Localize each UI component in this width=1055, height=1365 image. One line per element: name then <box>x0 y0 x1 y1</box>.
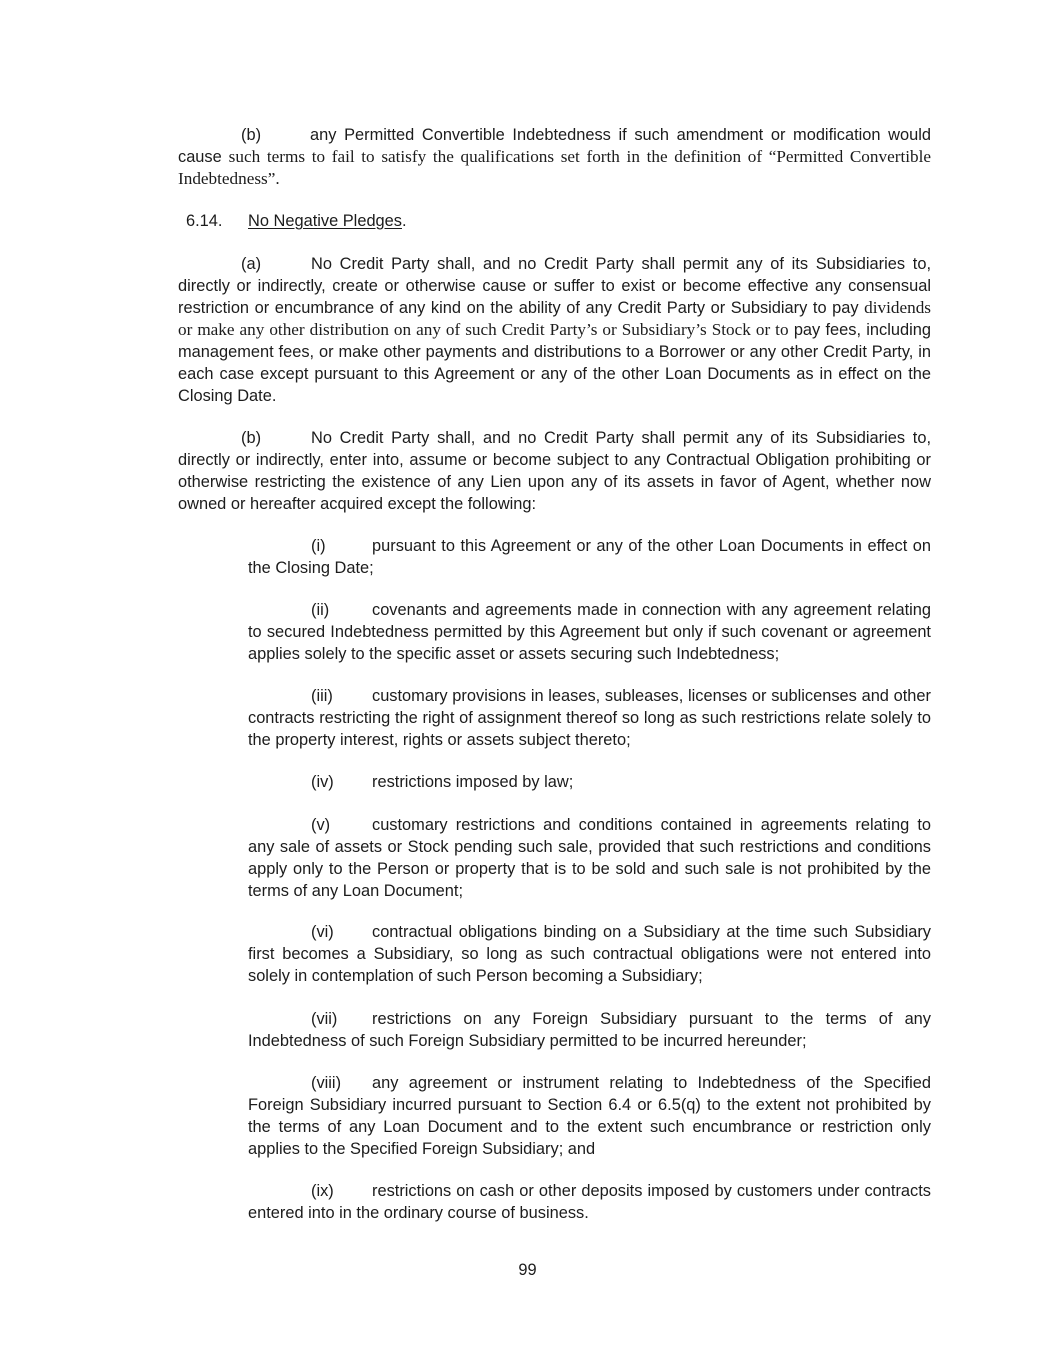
paragraph-label: (b) <box>241 429 262 447</box>
list-item <box>248 599 931 665</box>
list-item <box>248 1180 931 1224</box>
list-item-text: restrictions on any Foreign Subsidiary pursuant to the terms of any Indebtedness of such Foreign Subsidiary permitted to be incurred hereunder; <box>248 1010 931 1050</box>
list-item <box>248 535 931 579</box>
paragraph-text-serif: such terms to fail to satisfy the qualifications set forth in the definition of “Permitted Convertible Indebtedness”. <box>178 147 931 188</box>
section-title-period: . <box>401 212 407 230</box>
list-item-text: customary restrictions and conditions contained in agreements relating to any sale of assets or Stock pending such sale, provided that such restrictions and conditions apply only to the Person or property that is to be sold and such sale is not prohibited by the terms of any Loan Document; <box>248 816 931 900</box>
paragraph-label: (b) <box>241 126 262 144</box>
paragraph-text: No Credit Party shall, and no Credit Party shall permit any of its Subsidiaries to, directly or indirectly, create or otherwise cause or suffer to exist or become effective any consensual restriction or encumbrance of any kind on the ability of any Credit Party or Subsidiary to pay <box>178 255 931 317</box>
list-item-label: (vi) <box>311 923 334 941</box>
list-item-label: (ix) <box>311 1182 334 1200</box>
section-heading <box>186 210 407 232</box>
section-number: 6.14. <box>186 212 223 230</box>
list-item-text: restrictions imposed by law; <box>372 773 574 791</box>
paragraph-text: No Credit Party shall, and no Credit Party shall permit any of its Subsidiaries to, directly or indirectly, enter into, assume or become subject to any Contractual Obligation prohibiting or otherwise restricting the existence of any Lien upon any of its assets in favor of Agent, whether now owned or hereafter acquired except the following: <box>178 429 931 513</box>
paragraph-label: (a) <box>241 255 262 273</box>
list-item-label: (ii) <box>311 601 330 619</box>
list-item-label: (v) <box>311 816 331 834</box>
list-item <box>248 685 931 751</box>
list-item-label: (i) <box>311 537 326 555</box>
list-item <box>248 921 931 987</box>
paragraph-a <box>178 253 931 407</box>
list-item <box>248 814 931 902</box>
list-item-text: any agreement or instrument relating to Indebtedness of the Specified Foreign Subsidiary incurred pursuant to Section 6.4 or 6.5(q) to the extent not prohibited by the terms of any Loan Document and to the extent such encumbrance or restriction only applies to the Specified Foreign Subsidiary; and <box>248 1074 931 1158</box>
list-item-label: (viii) <box>311 1074 342 1092</box>
list-item-label: (iii) <box>311 687 333 705</box>
list-item-label: (iv) <box>311 773 334 791</box>
list-item-label: (vii) <box>311 1010 338 1028</box>
list-item <box>248 771 931 793</box>
list-item-text: customary provisions in leases, subleases, licenses or sublicenses and other contracts restricting the right of assignment thereof so long as such restrictions relate solely to the property interest, rights or assets subject thereto; <box>248 687 931 749</box>
list-item-text: pursuant to this Agreement or any of the other Loan Documents in effect on the Closing Date; <box>248 537 931 577</box>
list-item <box>248 1072 931 1160</box>
paragraph-continuation <box>178 124 931 190</box>
list-item-text: restrictions on cash or other deposits imposed by customers under contracts entered into in the ordinary course of business. <box>248 1182 931 1222</box>
page-number: 99 <box>518 1261 537 1279</box>
list-item-text: contractual obligations binding on a Subsidiary at the time such Subsidiary first becomes a Subsidiary, so long as such contractual obligations were not entered into solely in contemplation of such Person becoming a Subsidiary; <box>248 923 931 985</box>
paragraph-text: any Permitted Convertible Indebtedness if such amendment or modification would cause <box>178 126 931 166</box>
list-item-text: covenants and agreements made in connection with any agreement relating to secured Indebtedness permitted by this Agreement but only if such covenant or agreement applies solely to the specific asset or assets securing such Indebtedness; <box>248 601 931 663</box>
paragraph-b <box>178 427 931 515</box>
paragraph-text: pay fees, including management fees, or make other payments and distributions to a Borrower or any other Credit Party, in each case except pursuant to this Agreement or any of the other Loan Documents as in effect on the Closing Date. <box>178 321 931 405</box>
paragraph-text-serif: dividends or make any other distribution on any of such Credit Party’s or Subsidiary’s Stock or to <box>178 298 931 339</box>
list-item <box>248 1008 931 1052</box>
section-title: No Negative Pledges <box>248 212 402 230</box>
